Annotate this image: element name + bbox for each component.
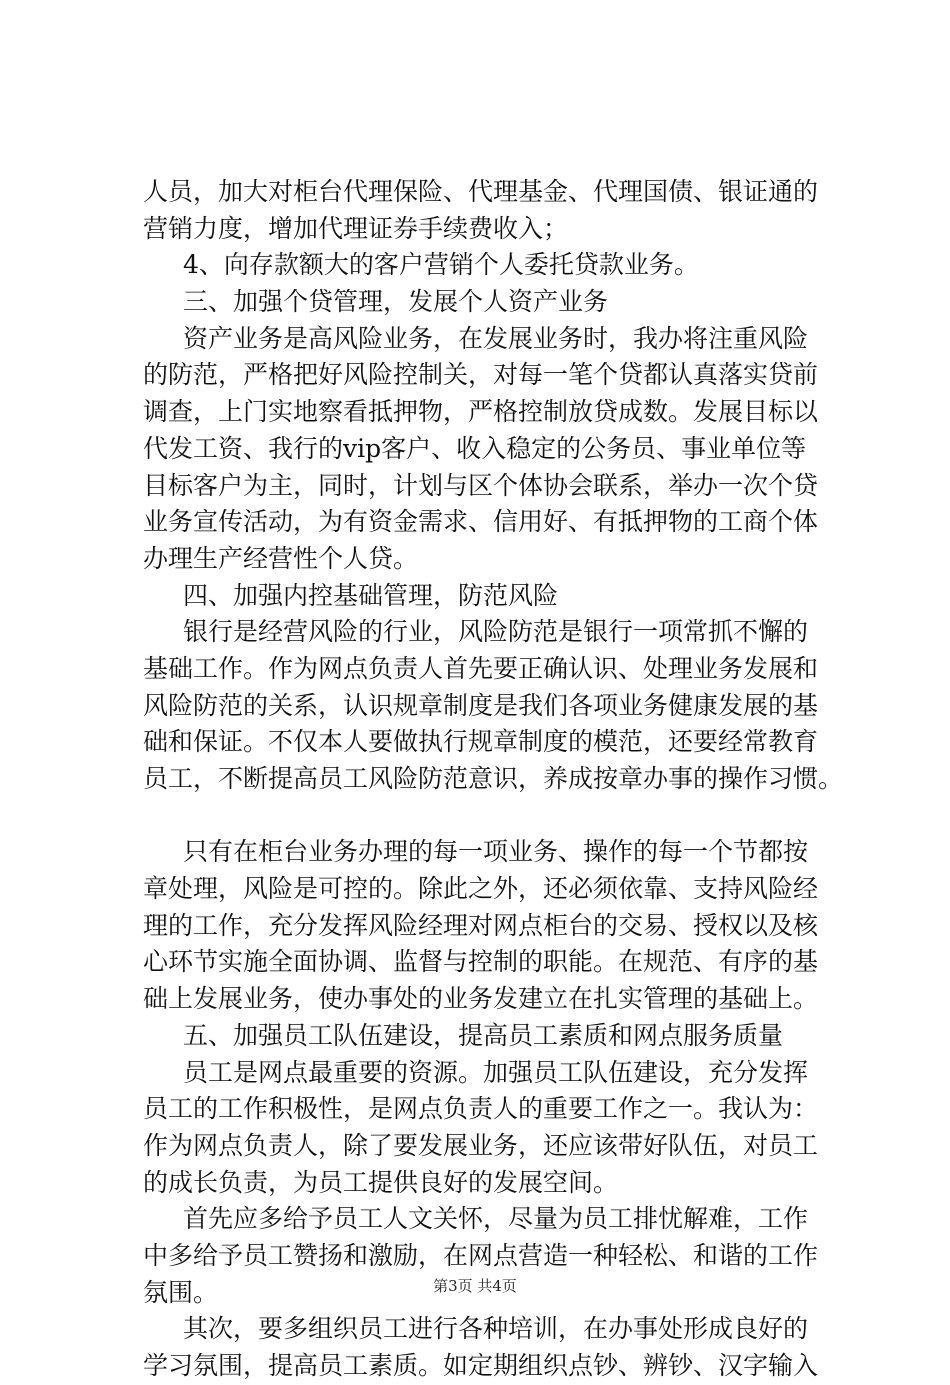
text-line: 首先应多给予员工人文关怀，尽量为员工排忧解难，工作: [183, 1204, 809, 1234]
page-number-footer: 第3页 共4页: [433, 1277, 517, 1295]
text-line: 银行是经营风险的行业，风险防范是银行一项常抓不懈的: [183, 617, 809, 647]
text-line: 风险防范的关系，认识规章制度是我们各项业务健康发展的基: [143, 690, 819, 720]
text-line: 其次，要多组织员工进行各种培训，在办事处形成良好的: [183, 1314, 809, 1344]
text-line: 营销力度，增加代理证券手续费收入；: [143, 213, 569, 243]
text-line: 中多给予员工赞扬和激励，在网点营造一种轻松、和谐的工作: [143, 1240, 819, 1270]
text-line: 理的工作，充分发挥风险经理对网点柜台的交易、授权以及核: [143, 910, 819, 940]
text-line: 代发工资、我行的vip客户、收入稳定的公务员、事业单位等: [143, 433, 807, 463]
text-line: 础和保证。不仅本人要做执行规章制度的模范，还要经常教育: [143, 727, 819, 757]
text-line: 学习氛围，提高员工素质。如定期组织点钞、辨钞、汉字输入: [143, 1351, 819, 1380]
document-body: [143, 174, 843, 1385]
text-line: 基础工作。作为网点负责人首先要正确认识、处理业务发展和: [143, 653, 819, 683]
text-line: 氛围。: [143, 1277, 219, 1307]
text-line: 调查，上门实地察看抵押物，严格控制放贷成数。发展目标以: [143, 397, 819, 427]
text-line: 员工，不断提高员工风险防范意识，养成按章办事的操作习惯。: [143, 764, 843, 793]
text-line: 员工的工作积极性，是网点负责人的重要工作之一。我认为：: [143, 1094, 819, 1124]
text-line: 作为网点负责人，除了要发展业务，还应该带好队伍，对员工: [143, 1130, 819, 1160]
text-line: 目标客户为主，同时，计划与区个体协会联系，举办一次个贷: [143, 470, 819, 500]
text-line: 的成长负责，为员工提供良好的发展空间。: [143, 1167, 619, 1197]
text-line: 资产业务是高风险业务，在发展业务时，我办将注重风险: [183, 323, 809, 353]
blank-line: [143, 798, 843, 835]
text-line: 的防范，严格把好风险控制关，对每一笔个贷都认真落实贷前: [143, 360, 819, 390]
text-line: 只有在柜台业务办理的每一项业务、操作的每一个节都按: [183, 837, 809, 867]
text-line: 4、向存款额大的客户营销个人委托贷款业务。: [183, 250, 699, 280]
text-line: 章处理，风险是可控的。除此之外，还必须依靠、支持风险经: [143, 874, 819, 904]
section-heading: 五、加强员工队伍建设，提高员工素质和网点服务质量: [183, 1020, 784, 1050]
text-line: 办理生产经营性个人贷。: [143, 543, 419, 573]
section-heading: 四、加强内控基础管理，防范风险: [183, 580, 559, 610]
text-line: 心环节实施全面协调、监督与控制的职能。在规范、有序的基: [143, 947, 819, 977]
text-line: 业务宣传活动，为有资金需求、信用好、有抵押物的工商个体: [143, 507, 819, 537]
text-line: 础上发展业务，使办事处的业务发建立在扎实管理的基础上。: [143, 984, 819, 1014]
section-heading: 三、加强个贷管理，发展个人资产业务: [183, 287, 609, 317]
text-line: 人员，加大对柜台代理保险、代理基金、代理国债、银证通的: [143, 177, 819, 206]
text-line: 员工是网点最重要的资源。加强员工队伍建设，充分发挥: [183, 1057, 809, 1087]
